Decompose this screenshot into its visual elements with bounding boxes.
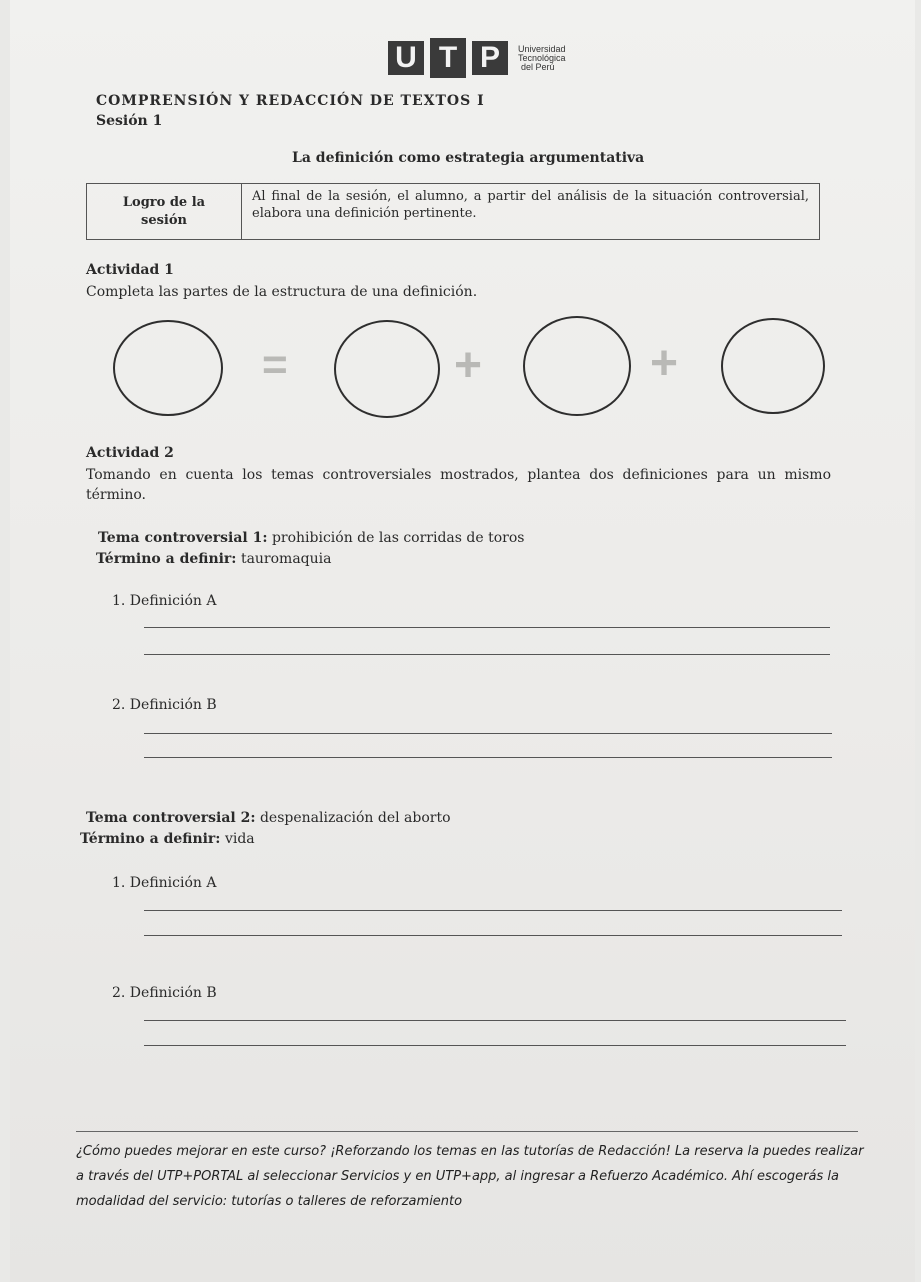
tema2-definicion-a-line-2[interactable] — [144, 935, 842, 936]
actividad1-title: Actividad 1 — [86, 262, 174, 278]
course-title: COMPRENSIÓN Y REDACCIÓN DE TEXTOS I — [96, 93, 485, 109]
tema2-definicion-b-label: 2. Definición B — [112, 985, 217, 1001]
actividad1-instruction: Completa las partes de la estructura de una definición. — [86, 284, 478, 300]
tema2-definicion-b-line-2[interactable] — [144, 1045, 846, 1046]
extra-feature-circle[interactable] — [721, 318, 825, 414]
genus-circle[interactable] — [334, 320, 440, 418]
logo-letter-p: P — [472, 41, 508, 75]
logo-caption: Universidad Tecnológica del Perú — [518, 43, 566, 72]
tema2-line: Tema controversial 2: despenalización del aborto — [86, 810, 451, 826]
tema2-definicion-b-line-1[interactable] — [144, 1020, 846, 1021]
tema2-term-line: Término a definir: vida — [80, 831, 255, 847]
footer-note: ¿Cómo puedes mejorar en este curso? ¡Reforzando los temas en las tutorías de Redacción! La reserva la puedes realizar a través del UTP+PORTAL al seleccionar Servicios y en UTP+app, al ingresar a Refuerzo Académico. Ahí escogerás la modalidad del servicio: tutorías o talleres de reforzamiento — [76, 1144, 864, 1209]
session-label: Sesión 1 — [96, 113, 163, 129]
plus-sign: + — [454, 339, 483, 392]
tema1-definicion-a-label: 1. Definición A — [112, 593, 217, 609]
definition-term-circle[interactable] — [113, 320, 223, 416]
tema1-definicion-b-line-1[interactable] — [144, 733, 832, 734]
equals-sign: = — [262, 340, 288, 389]
worksheet-page — [10, 0, 915, 1282]
utp-logo — [388, 38, 566, 78]
logro-label: Logro de la sesión — [87, 184, 242, 239]
logro-table — [86, 183, 820, 240]
tema1-definicion-b-line-2[interactable] — [144, 757, 832, 758]
logro-text: Al final de la sesión, el alumno, a partir del análisis de la situación controversial, elabora una definición pertinente. — [252, 189, 809, 221]
logo-letter-t: T — [430, 38, 466, 78]
footer-divider — [76, 1131, 858, 1132]
tema1-term-line: Término a definir: tauromaquia — [96, 551, 332, 567]
logo-letter-u: U — [388, 41, 424, 75]
tema2-definicion-a-line-1[interactable] — [144, 910, 842, 911]
differentia-circle[interactable] — [523, 316, 631, 416]
plus-sign: + — [650, 337, 679, 390]
tema1-line: Tema controversial 1: prohibición de las corridas de toros — [98, 530, 525, 546]
tema2-definicion-a-label: 1. Definición A — [112, 875, 217, 891]
actividad2-title: Actividad 2 — [86, 445, 174, 461]
page-subtitle: La definición como estrategia argumentativa — [292, 150, 645, 166]
tema1-definicion-b-label: 2. Definición B — [112, 697, 217, 713]
tema1-definicion-a-line-1[interactable] — [144, 627, 830, 628]
tema1-definicion-a-line-2[interactable] — [144, 654, 830, 655]
actividad2-instruction: Tomando en cuenta los temas controversiales mostrados, plantea dos definiciones para un mismo término. — [86, 467, 831, 503]
